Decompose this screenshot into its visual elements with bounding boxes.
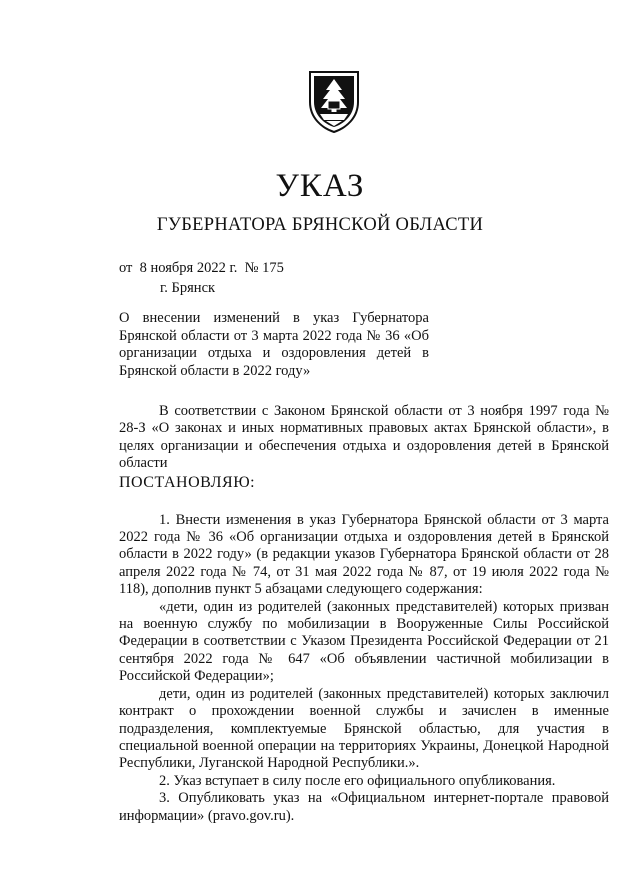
document-body	[119, 403, 609, 825]
quote-1-paragraph: «дети, один из родителей (законных представителей) которых призван на военную службу по мобилизации в Вооруженные Силы Российской Федерации в соответствии с Указом Президента Российской Федерации от 21 сентября 2022 года № 647 «Об объявлении частичной мобилизации в Российской Федерации»;	[119, 598, 609, 685]
preamble-paragraph: В соответствии с Законом Брянской области от 3 ноября 1997 года № 28-З «О законах и иных нормативных правовых актах Брянской области», в целях организации и обеспечения отдыха и оздоровления детей в Брянской области	[119, 403, 609, 472]
quote-2-paragraph: дети, один из родителей (законных представителей) которых заключил контракт о прохождении военной службы и зачислен в именные подразделения, комплектуемые Брянской областью, для участия в специальной военной операции на территориях Украины, Донецкой Народной Республики, Луганской Народной Республики.».	[119, 685, 609, 772]
document-date-number: от 8 ноября 2022 г. № 175	[119, 260, 284, 276]
decree-word: ПОСТАНОВЛЯЮ:	[119, 473, 256, 491]
document-city: г. Брянск	[160, 280, 216, 296]
item-1-paragraph: 1. Внести изменения в указ Губернатора Брянской области от 3 марта 2022 года № 36 «Об организации отдыха и оздоровления детей в Брянской области в 2022 году» (в редакции указов Губернатора Брянской области от 28 апреля 2022 года № 74, от 31 мая 2022 года № 87, от 19 июля 2022 года № 118), дополнив пункт 5 абзацами следующего содержания:	[119, 511, 609, 598]
document-heading: О внесении изменений в указ Губернатора Брянской области от 3 марта 2022 года № 36 «Об организации отдыха и оздоровления детей в Брянской области в 2022 году»	[119, 310, 429, 379]
document-title: УКАЗ	[275, 168, 365, 204]
coat-of-arms-icon	[304, 68, 364, 134]
item-2-paragraph: 2. Указ вступает в силу после его официального опубликования.	[159, 772, 556, 789]
item-3-paragraph: 3. Опубликовать указ на «Официальном интернет-портале правовой информации» (pravo.gov.ru).	[119, 790, 609, 824]
document-subtitle: ГУБЕРНАТОРА БРЯНСКОЙ ОБЛАСТИ	[156, 215, 484, 235]
